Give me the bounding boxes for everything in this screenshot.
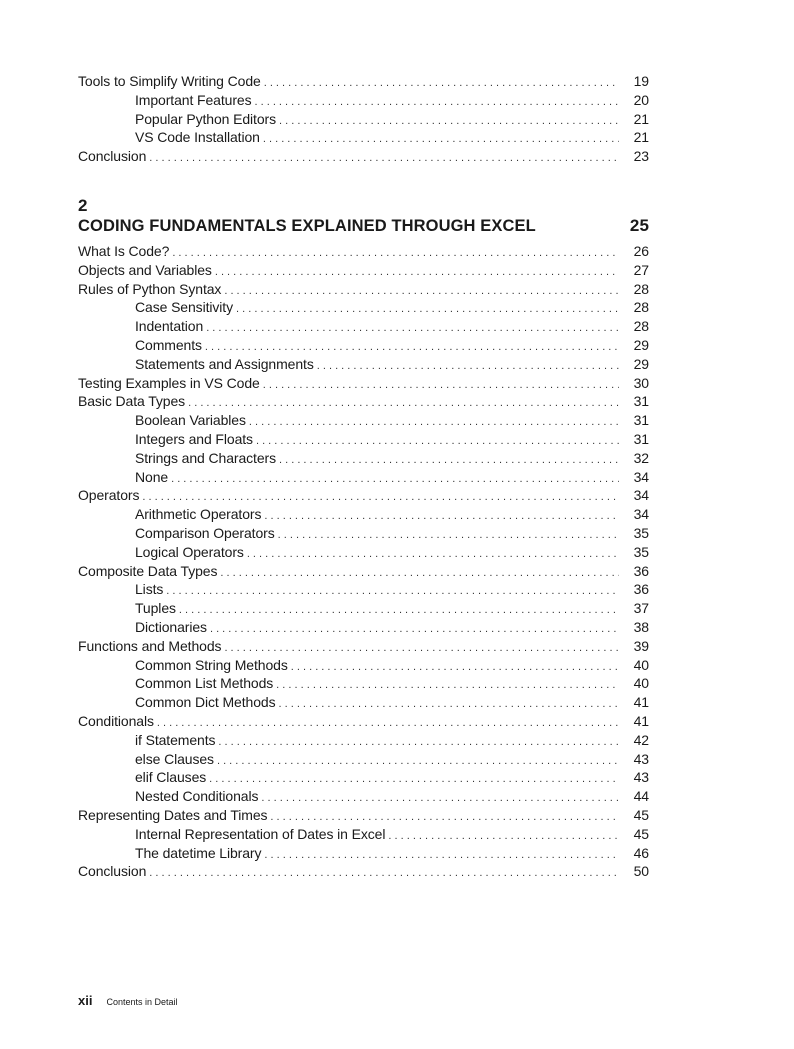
chapter-heading [78, 197, 649, 237]
toc-entry-page-number: 29 [633, 336, 649, 353]
toc-subentry[interactable] [78, 505, 649, 524]
chapter-title: CODING FUNDAMENTALS EXPLAINED THROUGH EXCEL [78, 217, 536, 235]
toc-entry-page-number: 36 [633, 581, 649, 598]
toc-entry-title: Basic Data Types [78, 393, 186, 410]
dot-leader [149, 864, 619, 883]
toc-entry-title: Testing Examples in VS Code [78, 374, 260, 391]
toc-entry-title: Functions and Methods [78, 637, 222, 654]
toc-subentry[interactable] [78, 430, 649, 449]
toc-entry-page-number: 39 [633, 637, 649, 654]
toc-entry-page-number: 43 [633, 750, 649, 767]
toc-entry-title: Tuples [135, 600, 176, 617]
toc-entry[interactable] [78, 712, 649, 731]
toc-entry-page-number: 34 [633, 487, 649, 504]
toc-entry[interactable] [78, 147, 649, 166]
toc-entry-page-number: 23 [633, 148, 649, 165]
dot-leader [236, 300, 619, 319]
dot-leader [261, 789, 619, 808]
toc-entry-page-number: 40 [633, 656, 649, 673]
toc-entry-page-number: 28 [633, 280, 649, 297]
toc-entry-title: Integers and Floats [135, 430, 253, 447]
toc-entry[interactable] [78, 242, 649, 261]
toc-entry-title: if Statements [135, 731, 216, 748]
toc-subentry[interactable] [78, 674, 649, 693]
dot-leader [278, 695, 619, 714]
dot-leader [279, 451, 619, 470]
toc-entry-title: Objects and Variables [78, 261, 212, 278]
dot-leader [264, 846, 619, 865]
toc-entry-title: The datetime Library [135, 844, 262, 861]
toc-entry-page-number: 44 [633, 788, 649, 805]
toc-entry-page-number: 38 [633, 618, 649, 635]
toc-subentry[interactable] [78, 750, 649, 769]
toc-entry[interactable] [78, 374, 649, 393]
toc-chapter-section [78, 242, 649, 881]
toc-subentry[interactable] [78, 524, 649, 543]
dot-leader [263, 130, 619, 149]
dot-leader [210, 620, 619, 639]
toc-entry-page-number: 35 [633, 543, 649, 560]
toc-entry-title: Lists [135, 581, 164, 598]
toc-entry[interactable] [78, 261, 649, 280]
toc-entry-title: Popular Python Editors [135, 110, 276, 127]
dot-leader [218, 733, 619, 752]
toc-entry-title: Common String Methods [135, 656, 288, 673]
dot-leader [171, 470, 619, 489]
toc-entry-title: else Clauses [135, 750, 214, 767]
toc-entry-title: Operators [78, 487, 140, 504]
toc-subentry[interactable] [78, 768, 649, 787]
toc-entry-page-number: 21 [633, 110, 649, 127]
toc-entry-page-number: 34 [633, 506, 649, 523]
toc-entry-title: VS Code Installation [135, 129, 260, 146]
toc-subentry[interactable] [78, 317, 649, 336]
toc-entry[interactable] [78, 862, 649, 881]
toc-entry-page-number: 31 [633, 393, 649, 410]
dot-leader [215, 263, 619, 282]
toc-entry-page-number: 50 [633, 863, 649, 880]
toc-entry-page-number: 41 [633, 694, 649, 711]
toc-entry-title: Conclusion [78, 863, 147, 880]
toc-entry-title: elif Clauses [135, 769, 207, 786]
toc-subentry[interactable] [78, 618, 649, 637]
page-footer [78, 993, 178, 1008]
toc-entry-page-number: 31 [633, 430, 649, 447]
toc-entry-page-number: 40 [633, 675, 649, 692]
toc-subentry[interactable] [78, 787, 649, 806]
dot-leader [264, 507, 619, 526]
dot-leader [256, 432, 619, 451]
toc-subentry[interactable] [78, 449, 649, 468]
toc-entry-title: Comments [135, 336, 202, 353]
toc-subentry[interactable] [78, 825, 649, 844]
toc-entry-title: Boolean Variables [135, 412, 246, 429]
chapter-page-number: 25 [629, 216, 649, 235]
toc-entry-page-number: 41 [633, 712, 649, 729]
toc-entry-page-number: 27 [633, 261, 649, 278]
toc-entry-title: Strings and Characters [135, 449, 276, 466]
toc-entry-title: Tools to Simplify Writing Code [78, 73, 261, 89]
dot-leader [276, 676, 619, 695]
toc-entry-title: Logical Operators [135, 543, 244, 560]
toc-entry-page-number: 20 [633, 91, 649, 108]
toc-entry-title: Common List Methods [135, 675, 274, 692]
toc-entry-page-number: 36 [633, 562, 649, 579]
toc-entry-page-number: 28 [633, 299, 649, 316]
toc-entry[interactable] [78, 392, 649, 411]
toc-entry-title: Important Features [135, 91, 252, 108]
dot-leader [149, 149, 619, 168]
toc-entry-page-number: 28 [633, 318, 649, 335]
chapter-title-row[interactable] [78, 215, 649, 237]
dot-leader [172, 244, 619, 263]
toc-subentry[interactable] [78, 580, 649, 599]
toc-entry-title: Conditionals [78, 712, 154, 729]
toc-subentry[interactable] [78, 355, 649, 374]
toc-entry-page-number: 32 [633, 449, 649, 466]
toc-entry-page-number: 29 [633, 355, 649, 372]
toc-subentry[interactable] [78, 298, 649, 317]
toc-subentry[interactable] [78, 128, 649, 147]
toc-entry-page-number: 34 [633, 468, 649, 485]
toc-subentry[interactable] [78, 844, 649, 863]
toc-entry-title: Nested Conditionals [135, 788, 259, 805]
dot-leader [217, 752, 619, 771]
toc-subentry[interactable] [78, 543, 649, 562]
toc-entry-page-number: 26 [633, 243, 649, 259]
toc-entry-page-number: 42 [633, 731, 649, 748]
dot-leader [220, 564, 619, 583]
dot-leader [278, 526, 619, 545]
running-head: Contents in Detail [106, 997, 178, 1007]
toc-entry-page-number: 37 [633, 600, 649, 617]
page-folio: xii [78, 993, 93, 1008]
toc-entry[interactable] [78, 806, 649, 825]
toc-entry-page-number: 46 [633, 844, 649, 861]
dot-leader [166, 582, 619, 601]
toc-subentry[interactable] [78, 91, 649, 110]
toc-entry-title: What Is Code? [78, 243, 170, 259]
dot-leader [157, 714, 619, 733]
toc-entry[interactable] [78, 72, 649, 91]
toc-subentry[interactable] [78, 731, 649, 750]
toc-subentry[interactable] [78, 468, 649, 487]
toc-entry-title: Dictionaries [135, 618, 207, 635]
toc-entry-title: Arithmetic Operators [135, 506, 262, 523]
dot-leader [291, 658, 619, 677]
toc-entry-page-number: 21 [633, 129, 649, 146]
toc-entry[interactable] [78, 486, 649, 505]
dot-leader [317, 357, 619, 376]
dot-leader [209, 770, 619, 789]
toc-entry-title: Indentation [135, 318, 204, 335]
dot-leader [264, 74, 619, 93]
chapter-number: 2 [78, 196, 88, 215]
toc-entry-title: Statements and Assignments [135, 355, 314, 372]
dot-leader [263, 376, 619, 395]
dot-leader [279, 112, 619, 131]
toc-entry-title: Composite Data Types [78, 562, 218, 579]
toc-subentry[interactable] [78, 336, 649, 355]
toc-entry-title: Conclusion [78, 148, 147, 165]
dot-leader [188, 394, 619, 413]
dot-leader [388, 827, 619, 846]
toc-subentry[interactable] [78, 411, 649, 430]
toc-entry-page-number: 45 [633, 825, 649, 842]
toc-entry-title: None [135, 468, 169, 485]
dot-leader [179, 601, 619, 620]
toc-entry-title: Case Sensitivity [135, 299, 233, 316]
toc-entry-page-number: 43 [633, 769, 649, 786]
toc-entry-title: Comparison Operators [135, 524, 275, 541]
dot-leader [224, 282, 619, 301]
toc-entry-title: Internal Representation of Dates in Excel [135, 825, 386, 842]
dot-leader [254, 93, 619, 112]
toc-subentry[interactable] [78, 110, 649, 129]
toc-subentry[interactable] [78, 599, 649, 618]
toc-subentry[interactable] [78, 693, 649, 712]
dot-leader [247, 545, 619, 564]
dot-leader [206, 319, 619, 338]
toc-entry[interactable] [78, 562, 649, 581]
toc-entry-title: Representing Dates and Times [78, 806, 268, 823]
toc-entry[interactable] [78, 280, 649, 299]
toc-entry-page-number: 19 [633, 73, 649, 89]
toc-entry-title: Rules of Python Syntax [78, 280, 222, 297]
dot-leader [249, 413, 619, 432]
toc-entry-page-number: 45 [633, 806, 649, 823]
toc-entry-page-number: 35 [633, 524, 649, 541]
toc-subentry[interactable] [78, 656, 649, 675]
toc-entry-page-number: 30 [633, 374, 649, 391]
toc-entry[interactable] [78, 637, 649, 656]
toc-entry-title: Common Dict Methods [135, 694, 276, 711]
toc-continued-section [78, 72, 649, 166]
toc-entry-page-number: 31 [633, 412, 649, 429]
